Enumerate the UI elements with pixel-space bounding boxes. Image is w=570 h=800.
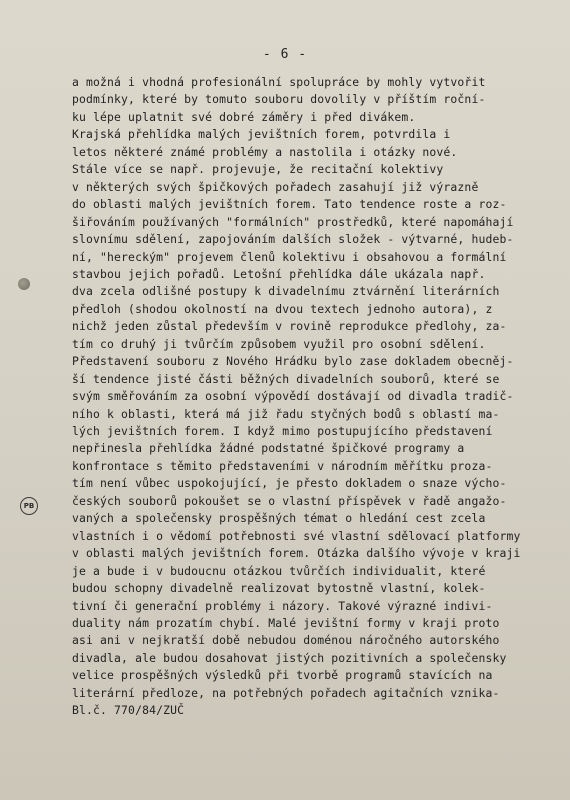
- text-line: ší tendence jisté části běžných divadelních souborů, které se: [72, 371, 500, 386]
- text-line: ku lépe uplatnit své dobré záměry i před divákem.: [72, 109, 416, 124]
- text-line: velice prospěšných výsledků při tvorbě programů stavících na: [72, 668, 493, 683]
- text-line: vaných a společensky prospěšných témat o hledání cest zcela: [72, 511, 486, 526]
- text-line: tivní či generační problémy i názory. Takové výrazné indivi-: [72, 598, 493, 613]
- text-line: divadla, ale budou dosahovat jistých pozitivních a společensky: [72, 650, 507, 665]
- text-line: asi ani v nejkratší době nebudou doménou náročného autorského: [72, 633, 500, 648]
- text-line: vlastních i o vědomí potřebnosti své vlastní sdělovací platformy: [72, 528, 521, 543]
- text-line: v některých svých špičkových pořadech zasahují již výrazně: [72, 179, 479, 194]
- text-line: tím není vůbec uspokojující, je přesto dokladem o snaze výcho-: [72, 476, 507, 491]
- text-line: šiřováním používaných "formálních" prostředků, které napomáhají: [72, 214, 514, 229]
- text-line: Stále více se např. projevuje, že recitační kolektivy: [72, 162, 444, 177]
- text-line: duality nám prozatím chybí. Malé jevištní formy v kraji proto: [72, 615, 500, 630]
- text-line: tím co druhý ji tvůrčím způsobem využil pro osobní sdělení.: [72, 336, 486, 351]
- text-line: ní, "hereckým" projevem členů kolektivu i obsahovou a formální: [72, 249, 507, 264]
- text-line: letos některé známé problémy a nastolila i otázky nové.: [72, 144, 458, 159]
- text-line: literární předloze, na potřebných pořadech agitačních vznika-: [72, 685, 500, 700]
- text-line: stavbou jejich pořadů. Letošní přehlídka dále ukázala např.: [72, 266, 486, 281]
- text-line: Bl.č. 770/84/ZUČ: [72, 703, 185, 718]
- text-line: Krajská přehlídka malých jevištních forem, potvrdila i: [72, 127, 451, 142]
- text-line: konfrontace s těmito představeními v národním měřítku proza-: [72, 458, 493, 473]
- text-line: nichž jeden zůstal především v rovině reprodukce předlohy, za-: [72, 319, 507, 334]
- page-number: - 6 -: [262, 47, 308, 62]
- text-line: podmínky, které by tomuto souboru dovolily v příštím roční-: [72, 92, 486, 107]
- text-line: dva zcela odlišné postupy k divadelnímu ztvárnění literárních: [72, 284, 500, 299]
- text-line: předloh (shodou okolností na dvou textech jednoho autora), z: [72, 301, 493, 316]
- text-line: do oblasti malých jevištních forem. Tato tendence roste a roz-: [72, 197, 507, 212]
- pb-stamp: PB: [20, 497, 38, 515]
- text-line: svým směřováním za osobní výpovědí dostávají od divadla tradič-: [72, 389, 514, 404]
- text-line: v oblasti malých jevištních forem. Otázka dalšího vývoje v kraji: [72, 546, 521, 561]
- text-line: nepřinesla přehlídka žádné podstatné špičkové programy a: [72, 441, 465, 456]
- text-line: budou schopny divadelně realizovat bytostně vlastní, kolek-: [72, 581, 486, 596]
- punch-hole: [18, 278, 30, 290]
- text-line: slovnímu sdělení, zapojováním dalších složek - výtvarné, hudeb-: [72, 232, 514, 247]
- text-line: ního k oblasti, která má již řadu styčných bodů s oblastí ma-: [72, 406, 500, 421]
- text-line: lých jevištních forem. I když mimo postupujícího představení: [72, 424, 493, 438]
- text-line: českých souborů pokoušet se o vlastní příspěvek v řadě angažo-: [72, 493, 507, 508]
- text-line: je a bude i v budoucnu otázkou tvůrčích individualit, které: [72, 563, 486, 578]
- text-line: a možná i vhodná profesionální spolupráce by mohly vytvořit: [72, 75, 486, 89]
- text-line: Představení souboru z Nového Hrádku bylo zase dokladem obecněj-: [72, 354, 514, 369]
